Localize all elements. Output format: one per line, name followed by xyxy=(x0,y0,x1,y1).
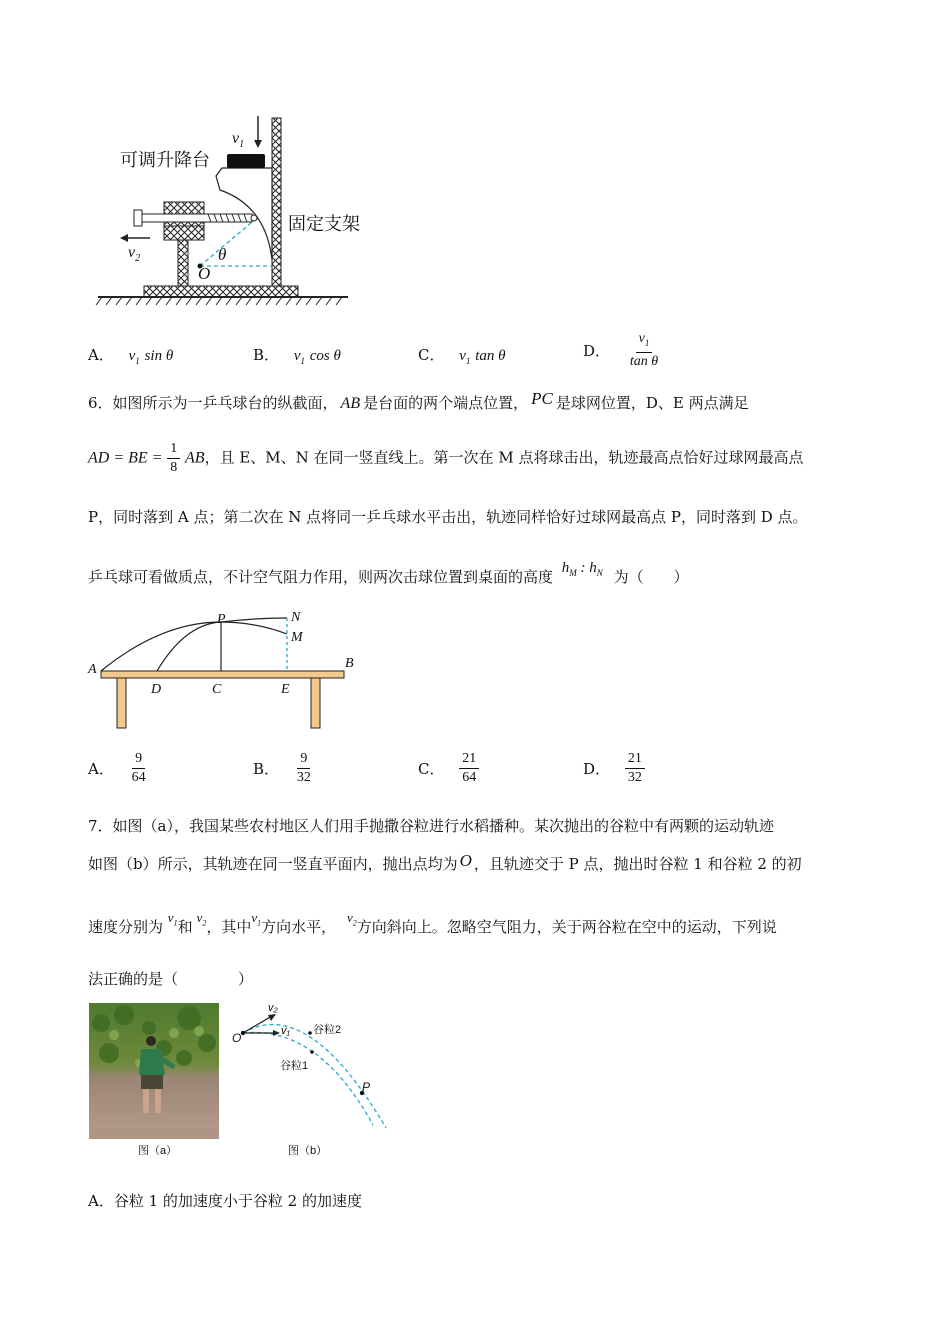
v2-label: $v_2$ xyxy=(128,244,141,265)
q7-line-2: 如图（b）所示，其轨迹在同一竖直平面内，抛出点均为 O ，且轨迹交于 P 点，抛出时谷粒 1 和谷粒 2 的初 xyxy=(88,851,802,873)
frame-label: 固定支架 xyxy=(288,214,360,235)
o-label: O xyxy=(198,264,211,283)
label-p: P xyxy=(217,612,226,627)
trajectory-figure xyxy=(228,1000,398,1130)
q7-line-3: 速度分别为 $v_1$和$v_2$，其中$v_1$方向水平， $v_2$方向斜向上。忽略空气阻力，关于两谷粒在空中的运动，下列说 xyxy=(88,910,777,936)
label-n: N xyxy=(291,610,301,625)
q6-line-2: AD = BE = $\frac{1}{8}$ AB，且 E、M、N 在同一竖直线上。第一次在 M 点将球击出，轨迹最高点恰好过球网最高点 xyxy=(88,441,804,475)
label-m: M xyxy=(291,630,303,645)
label-a: A xyxy=(88,662,97,677)
q5-option-d[interactable]: D． $\frac{v_1}{\text{tan θ}}$ xyxy=(583,331,659,369)
fig-b-v2: v₂ xyxy=(268,1002,278,1014)
q6-line-3: P，同时落到 A 点；第二次在 N 点将同一乒乓球水平击出，轨迹同样恰好过球网最高点 P，同时落到 D 点。 xyxy=(88,508,808,526)
theta-label: θ xyxy=(218,245,227,264)
q5-option-a[interactable]: A． $v_1$ sin θ xyxy=(88,346,174,366)
label-b: B xyxy=(345,656,354,671)
q6-option-d[interactable]: D． $\frac{21}{32}$ xyxy=(583,750,645,787)
fig-b-v1: v₁ xyxy=(281,1025,290,1037)
label-e: E xyxy=(281,682,290,697)
label-d: D xyxy=(151,682,162,697)
q7-option-a[interactable]: A．谷粒 1 的加速度小于谷粒 2 的加速度 xyxy=(88,1192,362,1210)
q6-line-4: 乒乓球可看做质点，不计空气阻力作用，则两次击球位置到桌面的高度 $h_M$ : $h_N$ 为（ ） xyxy=(88,560,689,586)
fig-b-grain2: 谷粒2 xyxy=(313,1024,342,1036)
q6-option-b[interactable]: B． $\frac{9}{32}$ xyxy=(253,751,311,785)
q7-line-4: 法正确的是（ ） xyxy=(88,970,254,988)
v1-label: $v_1$ xyxy=(232,130,245,151)
caption-b: 图（b） xyxy=(288,1145,328,1157)
fig-b-o: O xyxy=(232,1031,242,1045)
q7-line-1: 7．如图（a），我国某些农村地区人们用手抛撒谷粒进行水稻播种。某次抛出的谷粒中有两颗的运动轨迹 xyxy=(88,817,774,835)
farmer-photo xyxy=(89,1003,219,1139)
platform-label: 可调升降台 xyxy=(120,150,210,171)
caption-a: 图（a） xyxy=(138,1145,178,1157)
q5-option-c[interactable]: C． $v_1$ tan θ xyxy=(418,346,506,366)
q6-option-c[interactable]: C． $\frac{21}{64}$ xyxy=(418,750,479,787)
q6-option-a[interactable]: A． $\frac{9}{64}$ xyxy=(88,751,146,785)
label-c: C xyxy=(212,682,222,697)
q5-option-b[interactable]: B． $v_1$ cos θ xyxy=(253,346,341,366)
fig-b-grain1: 谷粒1 xyxy=(280,1060,309,1072)
q6-line-1: 6．如图所示为一乒乓球台的纵截面， AB 是台面的两个端点位置， PC 是球网位置，D、E 两点满足 xyxy=(88,389,749,412)
fig-b-p: P xyxy=(362,1080,371,1094)
